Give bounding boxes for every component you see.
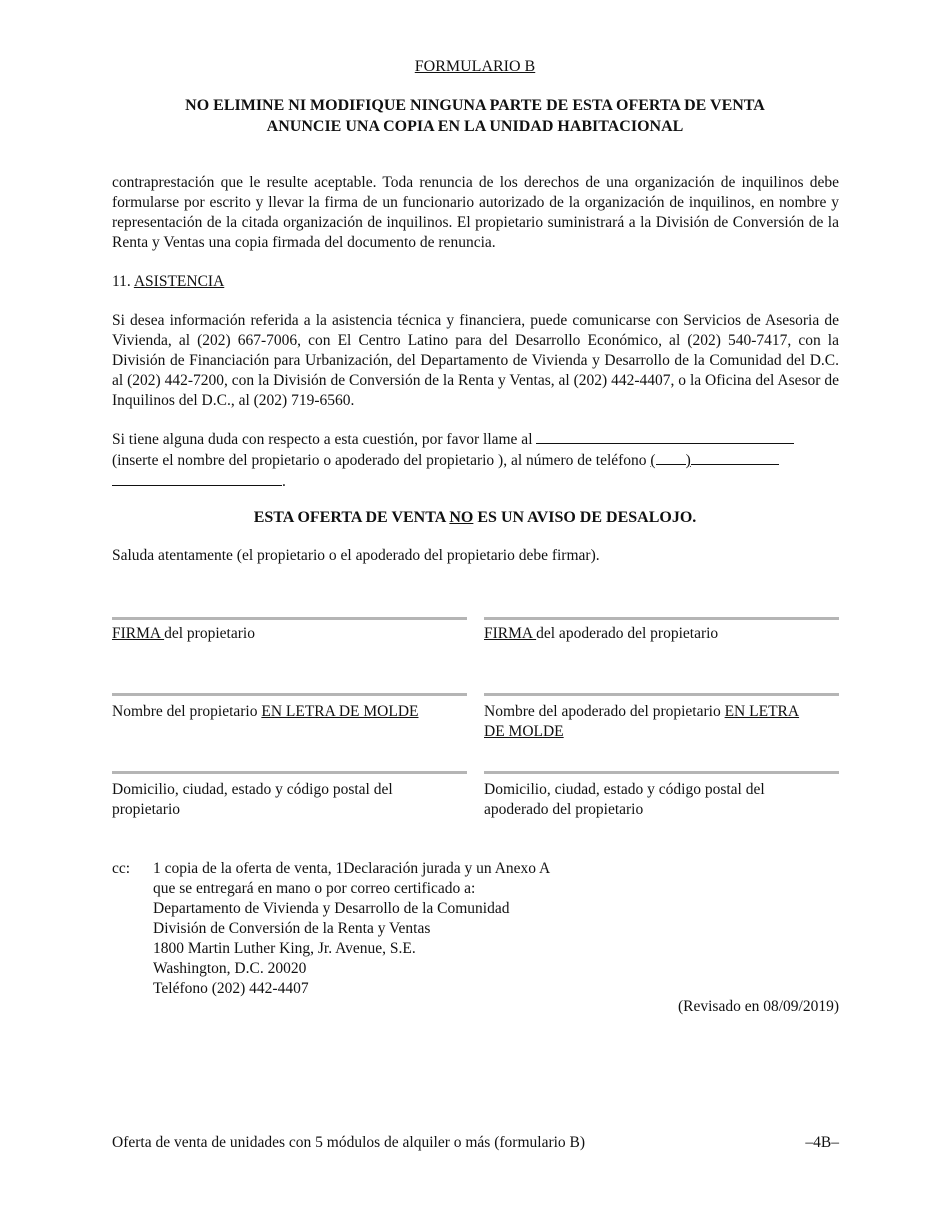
owner-name-blank[interactable] bbox=[536, 429, 794, 444]
cc-line: 1800 Martin Luther King, Jr. Avenue, S.E. bbox=[153, 940, 416, 957]
owner-signature-label: FIRMA del propietario bbox=[112, 625, 255, 642]
cc-line: que se entregará en mano o por correo certificado a: bbox=[153, 880, 476, 897]
assistance-paragraph: Si desea información referida a la asistencia técnica y financiera, puede comunicarse con Servicios de Asesoria de Vivienda, al (202) 667-7006, con El Centro Latino para del Desarrollo Económico, al (202) 540-7417, con la División de Financiación para Urbanización, del Departamento de Vivienda y Desarrollo de la Comunidad del D.C. al (202) 442-7200, con la División de Conversión de la Renta y Ventas, al (202) 442-4407, o la Oficina del Asesor de Inquilinos del D.C., al (202) 719-6560. bbox=[112, 312, 839, 409]
area-code-blank[interactable] bbox=[656, 450, 686, 465]
cc-line: División de Conversión de la Renta y Ventas bbox=[153, 920, 431, 937]
agent-name-line[interactable] bbox=[484, 693, 839, 696]
questions-line-1: Si tiene alguna duda con respecto a esta cuestión, por favor llame al bbox=[112, 429, 839, 450]
questions-block bbox=[112, 429, 839, 492]
owner-address-line[interactable] bbox=[112, 771, 467, 774]
agent-signature-line[interactable] bbox=[484, 617, 839, 620]
closing-text: Saluda atentamente (el propietario o el apoderado del propietario debe firmar). bbox=[112, 547, 600, 564]
phone-continued-blank[interactable] bbox=[112, 471, 282, 486]
warning-heading bbox=[0, 95, 950, 137]
cc-line: 1 copia de la oferta de venta, 1Declaración jurada y un Anexo A bbox=[153, 860, 551, 877]
form-title: FORMULARIO B bbox=[414, 58, 536, 75]
revision-date: (Revisado en 08/09/2019) bbox=[677, 998, 839, 1015]
owner-address-label: Domicilio, ciudad, estado y código postal del propietario bbox=[112, 781, 393, 818]
cc-lines bbox=[153, 859, 673, 999]
owner-name-label: Nombre del propietario EN LETRA DE MOLDE bbox=[112, 703, 419, 720]
questions-line-2: (inserte el nombre del propietario o apoderado del propietario ), al número de teléfono ( ) bbox=[112, 450, 839, 471]
section-title: ASISTENCIA bbox=[133, 273, 225, 290]
cc-line: Washington, D.C. 20020 bbox=[153, 960, 307, 977]
page-footer bbox=[112, 1133, 839, 1153]
owner-name-line[interactable] bbox=[112, 693, 467, 696]
agent-name-label: Nombre del apoderado del propietario EN LETRA DE MOLDE bbox=[484, 703, 800, 740]
page-number: –4B– bbox=[805, 1134, 839, 1151]
cc-line: Departamento de Vivienda y Desarrollo de la Comunidad bbox=[153, 900, 510, 917]
agent-signature-label: FIRMA del apoderado del propietario bbox=[484, 625, 719, 642]
agent-address-label: Domicilio, ciudad, estado y código postal del apoderado del propietario bbox=[484, 781, 765, 818]
questions-line-3: . bbox=[112, 471, 839, 492]
section-number: 11. bbox=[112, 273, 131, 290]
phone-number-blank[interactable] bbox=[691, 450, 779, 465]
owner-signature-line[interactable] bbox=[112, 617, 467, 620]
eviction-notice: ESTA OFERTA DE VENTA NO ES UN AVISO DE DESALOJO. bbox=[253, 509, 697, 526]
waiver-paragraph: contraprestación que le resulte aceptable. Toda renuncia de los derechos de una organización de inquilinos debe formularse por escrito y llevar la firma de un funcionario autorizado de la organización de inquilinos, en nombre y representación de la citada organización de inquilinos. El propietario suministrará a la División de Conversión de la Renta y Ventas una copia firmada del documento de renuncia. bbox=[112, 174, 839, 251]
cc-line: Teléfono (202) 442-4407 bbox=[153, 980, 309, 997]
section-11-heading bbox=[112, 272, 224, 292]
warning-line-1: NO ELIMINE NI MODIFIQUE NINGUNA PARTE DE ESTA OFERTA DE VENTA bbox=[185, 97, 765, 114]
agent-address-line[interactable] bbox=[484, 771, 839, 774]
footer-title: Oferta de venta de unidades con 5 módulos de alquiler o más (formulario B) bbox=[112, 1134, 586, 1151]
cc-label: cc: bbox=[112, 860, 131, 877]
warning-line-2: ANUNCIE UNA COPIA EN LA UNIDAD HABITACIONAL bbox=[266, 118, 684, 135]
